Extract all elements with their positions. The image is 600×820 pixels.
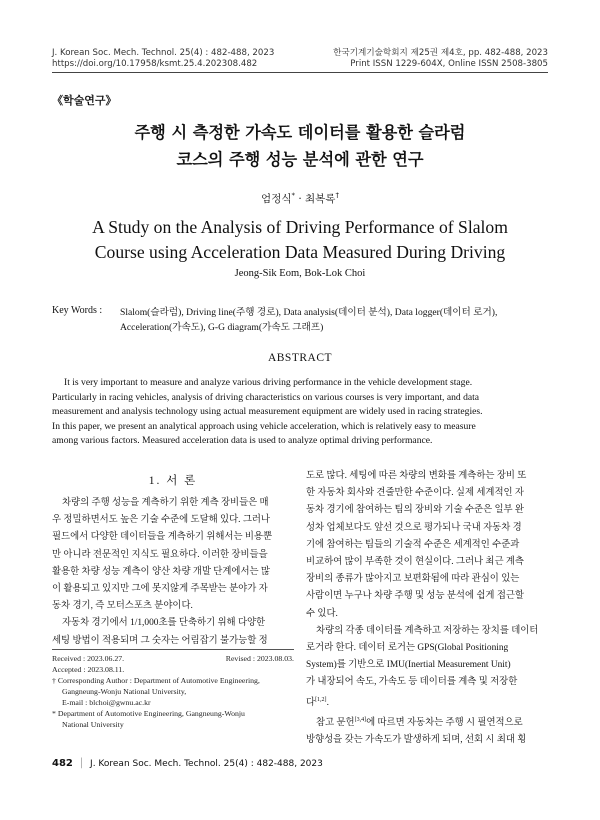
- body-line: 세팅 방법이 적용되며 그 숫자는 어림잡기 불가능할 정: [52, 635, 268, 646]
- footnotes: [52, 653, 294, 730]
- received-date-text: Received : 2023.06.27.: [52, 654, 125, 663]
- introduction-left-column: [52, 495, 294, 650]
- authors-english: Jeong-Sik Eom, Bok-Lok Choi: [234, 268, 366, 279]
- body-line: 한 자동차 회사와 견줄만한 수준이다. 실제 세계적인 자: [306, 488, 524, 499]
- author1-ko: 엄정식: [261, 193, 292, 205]
- abstract-line: In this paper, we present an analytical approach using vehicle acceleration, which is relatively easy to measure: [52, 420, 476, 432]
- page-footer: [52, 758, 323, 769]
- header-divider: [52, 72, 548, 73]
- body-line: 가 내장되어 속도, 가속도 등 데이터를 계측 및 저장한: [306, 677, 518, 688]
- body-text: 에 따르면 자동차는 주행 시 필연적으로: [366, 718, 523, 729]
- title-english-line1: A Study on the Analysis of Driving Performance of Slalom: [92, 217, 508, 237]
- author-affiliation: * Department of Automotive Engineering, Gangneung-Wonju: [52, 709, 245, 718]
- body-line: 자동차 경기에서 1/1,000초를 단축하기 위해 다양한: [62, 618, 266, 629]
- citation-ref[interactable]: [3,4]: [354, 716, 367, 723]
- introduction-right-column: [306, 468, 548, 750]
- author-separator: ·: [298, 193, 302, 205]
- body-line: 도로 많다. 세팅에 따른 차량의 변화를 계측하는 장비 또: [306, 471, 527, 481]
- body-line: 로거라 한다. 데이터 로거는 GPS(Global Positioning: [306, 643, 509, 654]
- keywords-label: Key Words :: [52, 305, 103, 316]
- body-text: 참고 문헌: [316, 718, 355, 729]
- body-line: 기에 참여하는 팀들의 기술적 수준은 세계적인 수준과: [306, 539, 520, 550]
- title-english-line2: Course using Acceleration Data Measured During Driving: [94, 242, 506, 262]
- title-korean: [52, 119, 548, 173]
- body-text: 다: [306, 697, 316, 708]
- received-date: [52, 653, 294, 664]
- body-line: 동차 경기에 참여하는 팀의 장비와 기술 수준은 일부 완: [306, 505, 524, 516]
- body-line: [306, 692, 548, 712]
- body-text: .: [326, 697, 329, 708]
- author-affiliation-line2: National University: [62, 720, 124, 729]
- corresponding-email[interactable]: E-mail : blchoi@gwnu.ac.kr: [62, 698, 151, 707]
- body-line: 우 정밀하면서도 높은 기술 수준에 도달해 있다. 그러나: [52, 515, 270, 526]
- body-line: [306, 712, 548, 732]
- abstract-heading: ABSTRACT: [267, 352, 333, 364]
- author1-mark: *: [291, 191, 295, 200]
- body-line: 차량의 주행 성능을 계측하기 위한 계측 장비들은 매: [62, 498, 269, 508]
- body-line: 방향성을 갖는 가속도가 발생하게 되며, 선회 시 최대 횡: [306, 735, 527, 746]
- journal-citation-ko: 한국기계기술학회지 제25권 제4호, pp. 482-488, 2023: [333, 48, 548, 58]
- footer-bar: │: [78, 759, 85, 769]
- body-line: System)를 기반으로 IMU(Inertial Measurement Unit): [306, 660, 511, 671]
- corresponding-author: † Corresponding Author : Department of Automotive Engineering,: [52, 676, 260, 685]
- title-korean-line1: 주행 시 측정한 가속도 데이터를 활용한 슬라럼: [134, 123, 466, 142]
- body-line: 장비의 종류가 많아지고 보편화됨에 따라 관심이 있는: [306, 574, 520, 585]
- section-tag: 《학술연구》: [52, 94, 117, 107]
- corresponding-author-line2: Gangneung-Wonju National University,: [62, 687, 187, 696]
- body-line: 사람이면 누구나 차량 주행 및 성능 분석에 쉽게 접근할: [306, 591, 524, 602]
- body-line: 동차 경기, 즉 모터스포츠 분야이다.: [52, 601, 193, 612]
- keywords-list: [120, 305, 548, 335]
- section-heading-introduction: 1. 서 론: [148, 475, 198, 487]
- abstract-body: [52, 376, 548, 449]
- body-line: 성차 업체보다도 앞선 것으로 평가되나 국내 자동차 경: [306, 522, 522, 533]
- body-line: 만 아니라 전문적인 지식도 필요하다. 이러한 장비들을: [52, 549, 268, 560]
- authors-korean: [52, 191, 548, 206]
- body-line: 이 활용되고 있지만 그에 못지않게 주목받는 분야가 자: [52, 584, 268, 595]
- title-korean-line2: 코스의 주행 성능 분석에 관한 연구: [176, 150, 424, 169]
- body-line: 수 있다.: [306, 608, 338, 619]
- doi-link[interactable]: https://doi.org/10.17958/ksmt.25.4.202308.482: [52, 59, 258, 69]
- author2-mark: †: [335, 191, 339, 200]
- body-line: 차량의 각종 데이터를 계측하고 저장하는 장치를 데이터: [316, 625, 539, 636]
- accepted-date: Accepted : 2023.08.11.: [52, 665, 125, 674]
- footnote-divider: [52, 649, 294, 650]
- abstract-line: It is very important to measure and analyze various driving performance in the vehicle development stage.: [64, 377, 473, 388]
- issn-info: Print ISSN 1229-604X, Online ISSN 2508-3805: [350, 59, 548, 69]
- body-line: 비교하여 많이 부족한 것이 현실이다. 그러나 최근 계측: [306, 557, 524, 568]
- abstract-line: among various factors. Measured acceleration data is used to analyze optimal driving performance.: [52, 435, 433, 447]
- citation-ref[interactable]: [1,2]: [315, 696, 327, 703]
- revised-date: Revised : 2023.08.03.: [225, 654, 294, 663]
- page-number: 482: [52, 758, 73, 769]
- body-line: 필드에서 다양한 데이터들을 계측하기 위해서는 비용뿐: [52, 532, 273, 543]
- abstract-line: measurement and analysis technology using actual measurement equipment are widely used in racing strategies.: [52, 406, 483, 418]
- author2-ko: 최복록: [305, 193, 336, 205]
- keywords-line1: Slalom(슬라럼), Driving line(주행 경로), Data analysis(데이터 분석), Data logger(데이터 로거),: [120, 307, 498, 318]
- journal-citation: J. Korean Soc. Mech. Technol. 25(4) : 482-488, 2023: [52, 48, 275, 58]
- keywords-line2: Acceleration(가속도), G-G diagram(가속도 그래프): [120, 322, 324, 333]
- title-english: [40, 215, 560, 265]
- footer-citation: J. Korean Soc. Mech. Technol. 25(4) : 482-488, 2023: [90, 759, 323, 769]
- body-line: 활용한 차량 성능 계측이 양산 차량 개발 단계에서는 많: [52, 566, 270, 577]
- abstract-line: Particularly in racing vehicles, analysis of driving characteristics on various courses is very important, and data: [52, 391, 480, 403]
